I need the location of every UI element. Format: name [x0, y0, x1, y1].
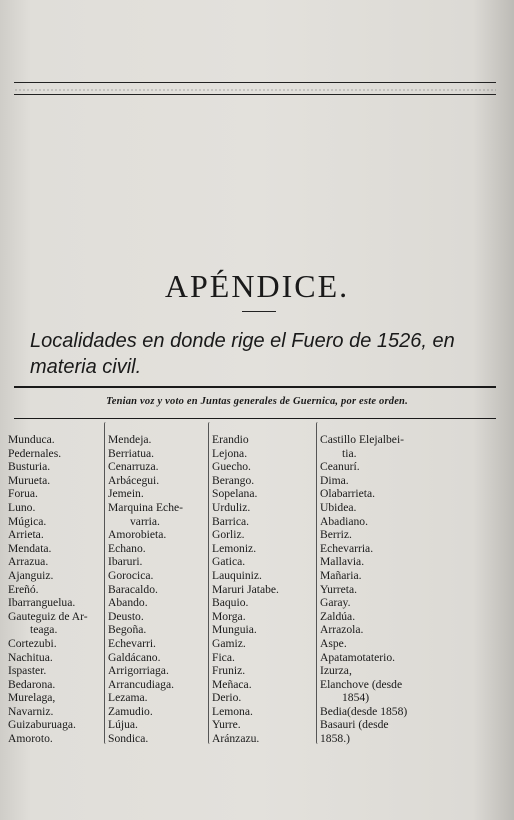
locality-entry: Múgica.: [8, 514, 47, 528]
locality-entry: Echevarria.: [320, 541, 374, 555]
locality-entry: Arrieta.: [8, 528, 44, 542]
locality-entry: Aránzazu.: [212, 732, 260, 746]
locality-entry: Cenarruza.: [108, 460, 159, 474]
locality-entry: Lemona.: [212, 704, 253, 718]
locality-column-3: [212, 433, 279, 746]
locality-entry: Erandio: [212, 433, 249, 446]
locality-entry: Mallavia.: [320, 555, 365, 569]
locality-entry: Navarniz.: [8, 704, 54, 718]
locality-column-1: [8, 433, 88, 746]
locality-entry: Morga.: [212, 609, 246, 623]
locality-entry: Ibaruri.: [108, 555, 143, 569]
locality-entry: Ibarranguelua.: [8, 596, 76, 610]
top-ornament-band: [14, 88, 496, 92]
locality-entry: Murelaga,: [8, 691, 56, 705]
locality-column-4: [320, 433, 407, 746]
locality-entry: Mañaria.: [320, 568, 362, 582]
locality-entry: Busturia.: [8, 460, 51, 474]
locality-entry: Echano.: [108, 541, 146, 555]
section-subtitle: Localidades en donde rige el Fuero de 1526, en materia civil.: [30, 330, 455, 378]
locality-entry: Ispaster.: [8, 664, 47, 678]
locality-entry: Sopelana.: [212, 487, 258, 501]
locality-entry: Berriz.: [320, 528, 352, 542]
locality-entry: Zaldúa.: [320, 609, 356, 623]
locality-entry: Marquina Eche-: [108, 500, 184, 514]
locality-entry: Jemein.: [108, 487, 144, 501]
locality-entry: Luno.: [8, 500, 36, 514]
title-underline: [242, 311, 276, 312]
section-rule-top: [14, 386, 496, 388]
locality-entry: Fruniz.: [212, 664, 246, 678]
locality-entry: Gamiz.: [212, 636, 246, 650]
section-rule-bottom: [14, 418, 496, 419]
locality-entry: teaga.: [30, 623, 58, 637]
locality-entry: Gorocica.: [108, 568, 154, 582]
locality-entry: Galdácano.: [108, 650, 161, 664]
locality-entry: varria.: [130, 514, 160, 528]
locality-column-2: [108, 433, 183, 746]
locality-entry: Aspe.: [320, 636, 347, 650]
locality-entry: Arrancudiaga.: [108, 677, 174, 691]
locality-entry: Berango.: [212, 473, 255, 487]
locality-entry: Forua.: [8, 487, 38, 501]
locality-entry: Arrigorriaga.: [108, 664, 169, 678]
locality-entry: Zamudio.: [108, 704, 153, 718]
locality-entry: Basauri (desde: [320, 718, 389, 732]
locality-entry: Abando.: [108, 596, 148, 610]
locality-entry: Apatamotaterio.: [320, 650, 396, 664]
locality-entry: Munguia.: [212, 623, 257, 637]
locality-entry: Echevarri.: [108, 636, 156, 650]
locality-entry: Deusto.: [108, 609, 144, 623]
locality-entry: Urduliz.: [212, 500, 251, 514]
locality-entry: Gorliz.: [212, 528, 245, 542]
locality-entry: Amorobieta.: [108, 528, 167, 542]
locality-entry: 1858.): [320, 732, 350, 746]
locality-entry: Fica.: [212, 650, 235, 664]
locality-entry: Sondica.: [108, 732, 149, 746]
locality-entry: Derio.: [212, 691, 242, 705]
locality-entry: Lemoniz.: [212, 541, 257, 555]
locality-entry: Pedernales.: [8, 446, 62, 460]
locality-entry: Yurreta.: [320, 582, 358, 596]
locality-entry: Lújua.: [108, 718, 138, 732]
locality-entry: Amoroto.: [8, 732, 53, 746]
locality-entry: Nachitua.: [8, 650, 53, 664]
locality-entry: Castillo Elejalbei-: [320, 433, 405, 446]
locality-entry: Meñaca.: [212, 677, 252, 691]
locality-entry: Gauteguiz de Ar-: [8, 609, 88, 623]
locality-entry: Gatica.: [212, 555, 246, 569]
locality-entry: Bedarona.: [8, 677, 56, 691]
locality-entry: Barrica.: [212, 514, 250, 528]
locality-entry: Mendata.: [8, 541, 52, 555]
locality-entry: Olabarrieta.: [320, 487, 376, 501]
page-title: APÉNDICE.: [164, 268, 350, 304]
locality-entry: Yurre.: [212, 718, 241, 732]
locality-entry: Lejona.: [212, 446, 248, 460]
section-note: Tenian voz y voto en Juntas generales de Guernica, por este orden.: [106, 396, 408, 407]
locality-entry: Abadiano.: [320, 514, 368, 528]
locality-entry: Arrazua.: [8, 555, 49, 569]
locality-entry: Lauquiniz.: [212, 568, 262, 582]
locality-entry: Ceanurí.: [320, 460, 360, 474]
locality-entry: Dima.: [320, 473, 349, 487]
locality-entry: Izurza,: [320, 664, 352, 678]
locality-entry: Baracaldo.: [108, 582, 158, 596]
locality-entry: Ajanguiz.: [8, 568, 54, 582]
locality-entry: Cortezubi.: [8, 636, 57, 650]
top-rule-lower: [14, 94, 496, 95]
locality-entry: Murueta.: [8, 473, 51, 487]
locality-entry: Berriatua.: [108, 446, 155, 460]
locality-entry: Guecho.: [212, 460, 251, 474]
locality-entry: Garay.: [320, 596, 351, 610]
locality-entry: Mendeja.: [108, 433, 152, 446]
locality-entry: Lezama.: [108, 691, 148, 705]
locality-entry: Ubidea.: [320, 500, 357, 514]
locality-entry: Bedia(desde 1858): [320, 704, 408, 718]
locality-entry: tia.: [342, 446, 357, 460]
locality-entry: Baquio.: [212, 596, 249, 610]
locality-entry: Maruri Jatabe.: [212, 582, 279, 596]
locality-entry: Arbácegui.: [108, 473, 160, 487]
locality-entry: 1854): [342, 691, 370, 705]
locality-entry: Ereñó.: [8, 582, 39, 596]
top-rule: [14, 82, 496, 83]
locality-entry: Arrazola.: [320, 623, 364, 637]
locality-entry: Begoña.: [108, 623, 147, 637]
locality-entry: Elanchove (desde: [320, 677, 403, 691]
locality-entry: Munduca.: [8, 433, 55, 446]
locality-entry: Guizaburuaga.: [8, 718, 76, 732]
